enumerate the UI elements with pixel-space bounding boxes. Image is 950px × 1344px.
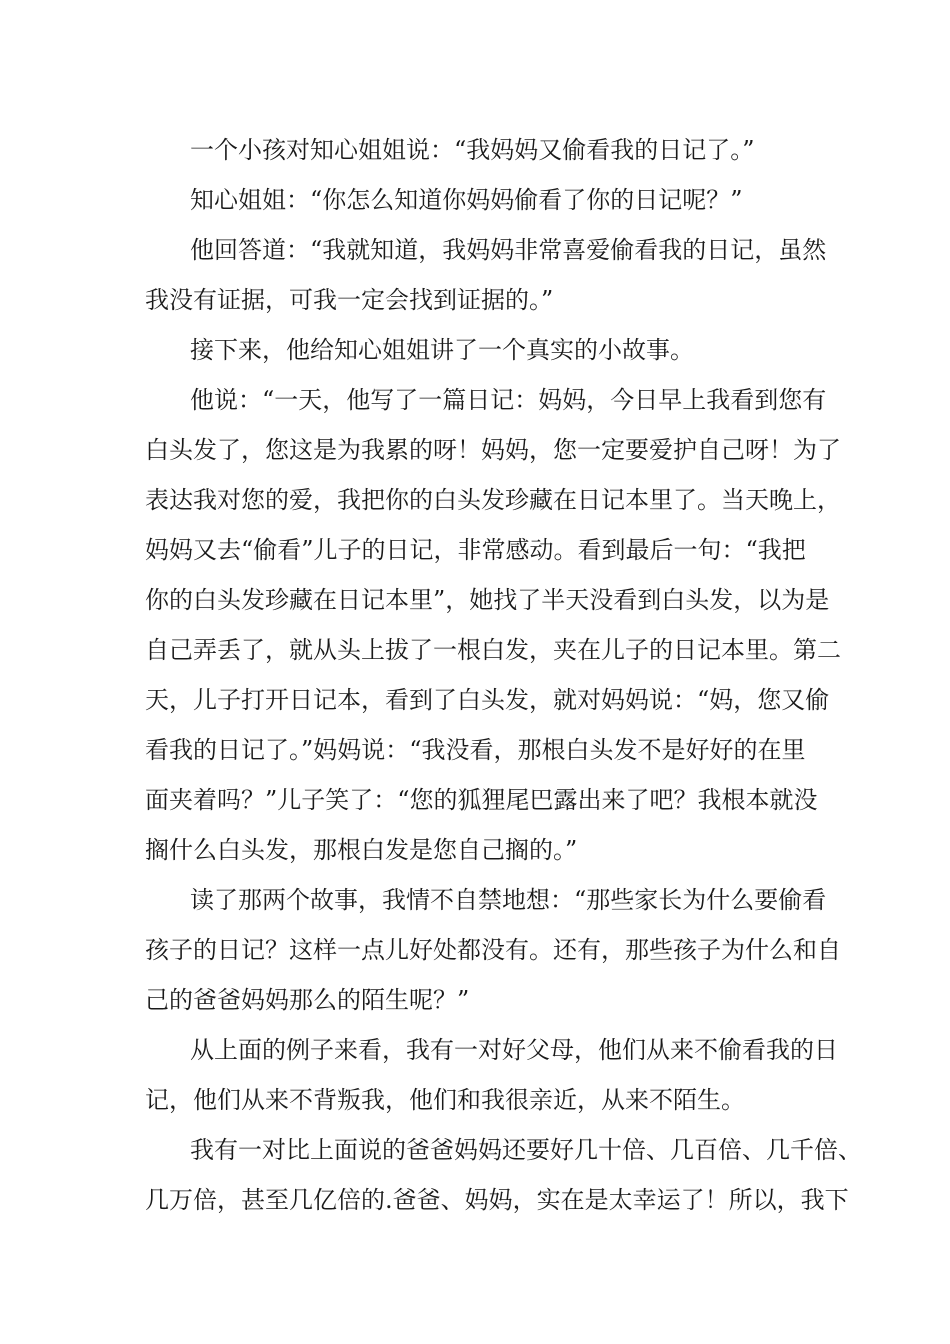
text-line: 一个小孩对知心姐姐说：“我妈妈又偷看我的日记了。” <box>190 136 755 164</box>
text-line: 读了那两个故事，我情不自禁地想：“那些家长为什么要偷看 <box>190 886 827 914</box>
text-line: 看我的日记了。”妈妈说：“我没看，那根白头发不是好好的在里 <box>145 736 806 764</box>
text-line: 接下来，他给知心姐姐讲了一个真实的小故事。 <box>190 336 694 364</box>
text-line: 天，儿子打开日记本，看到了白头发，就对妈妈说：“妈，您又偷 <box>145 686 830 714</box>
text-line: 搁什么白头发，那根白发是您自己搁的。” <box>145 836 578 864</box>
text-line: 他说：“一天，他写了一篇日记：妈妈，今日早上我看到您有 <box>190 386 827 414</box>
text-line: 妈妈又去“偷看”儿子的日记，非常感动。看到最后一句：“我把 <box>145 536 806 564</box>
text-line: 从上面的例子来看，我有一对好父母，他们从来不偷看我的日 <box>190 1036 838 1064</box>
text-line: 几万倍，甚至几亿倍的.爸爸、妈妈，实在是太幸运了！所以，我下 <box>145 1186 849 1214</box>
text-line: 表达我对您的爱，我把你的白头发珍藏在日记本里了。当天晚上， <box>145 486 841 514</box>
text-line: 我没有证据，可我一定会找到证据的。” <box>145 286 554 314</box>
text-line: 面夹着吗？”儿子笑了：“您的狐狸尾巴露出来了吧？我根本就没 <box>145 786 818 814</box>
text-line: 我有一对比上面说的爸爸妈妈还要好几十倍、几百倍、几千倍、 <box>190 1136 862 1164</box>
text-line: 他回答道：“我就知道，我妈妈非常喜爱偷看我的日记，虽然 <box>190 236 827 264</box>
text-line: 知心姐姐：“你怎么知道你妈妈偷看了你的日记呢？” <box>190 186 743 214</box>
text-line: 白头发了，您这是为我累的呀！妈妈，您一定要爱护自己呀！为了 <box>145 436 841 464</box>
text-line: 自己弄丢了，就从头上拔了一根白发，夹在儿子的日记本里。第二 <box>145 636 841 664</box>
text-line: 记，他们从来不背叛我，他们和我很亲近，从来不陌生。 <box>145 1086 745 1114</box>
text-line: 孩子的日记？这样一点儿好处都没有。还有，那些孩子为什么和自 <box>145 936 841 964</box>
text-line: 己的爸爸妈妈那么的陌生呢？” <box>145 986 470 1014</box>
text-line: 你的白头发珍藏在日记本里”，她找了半天没看到白头发，以为是 <box>145 586 830 614</box>
